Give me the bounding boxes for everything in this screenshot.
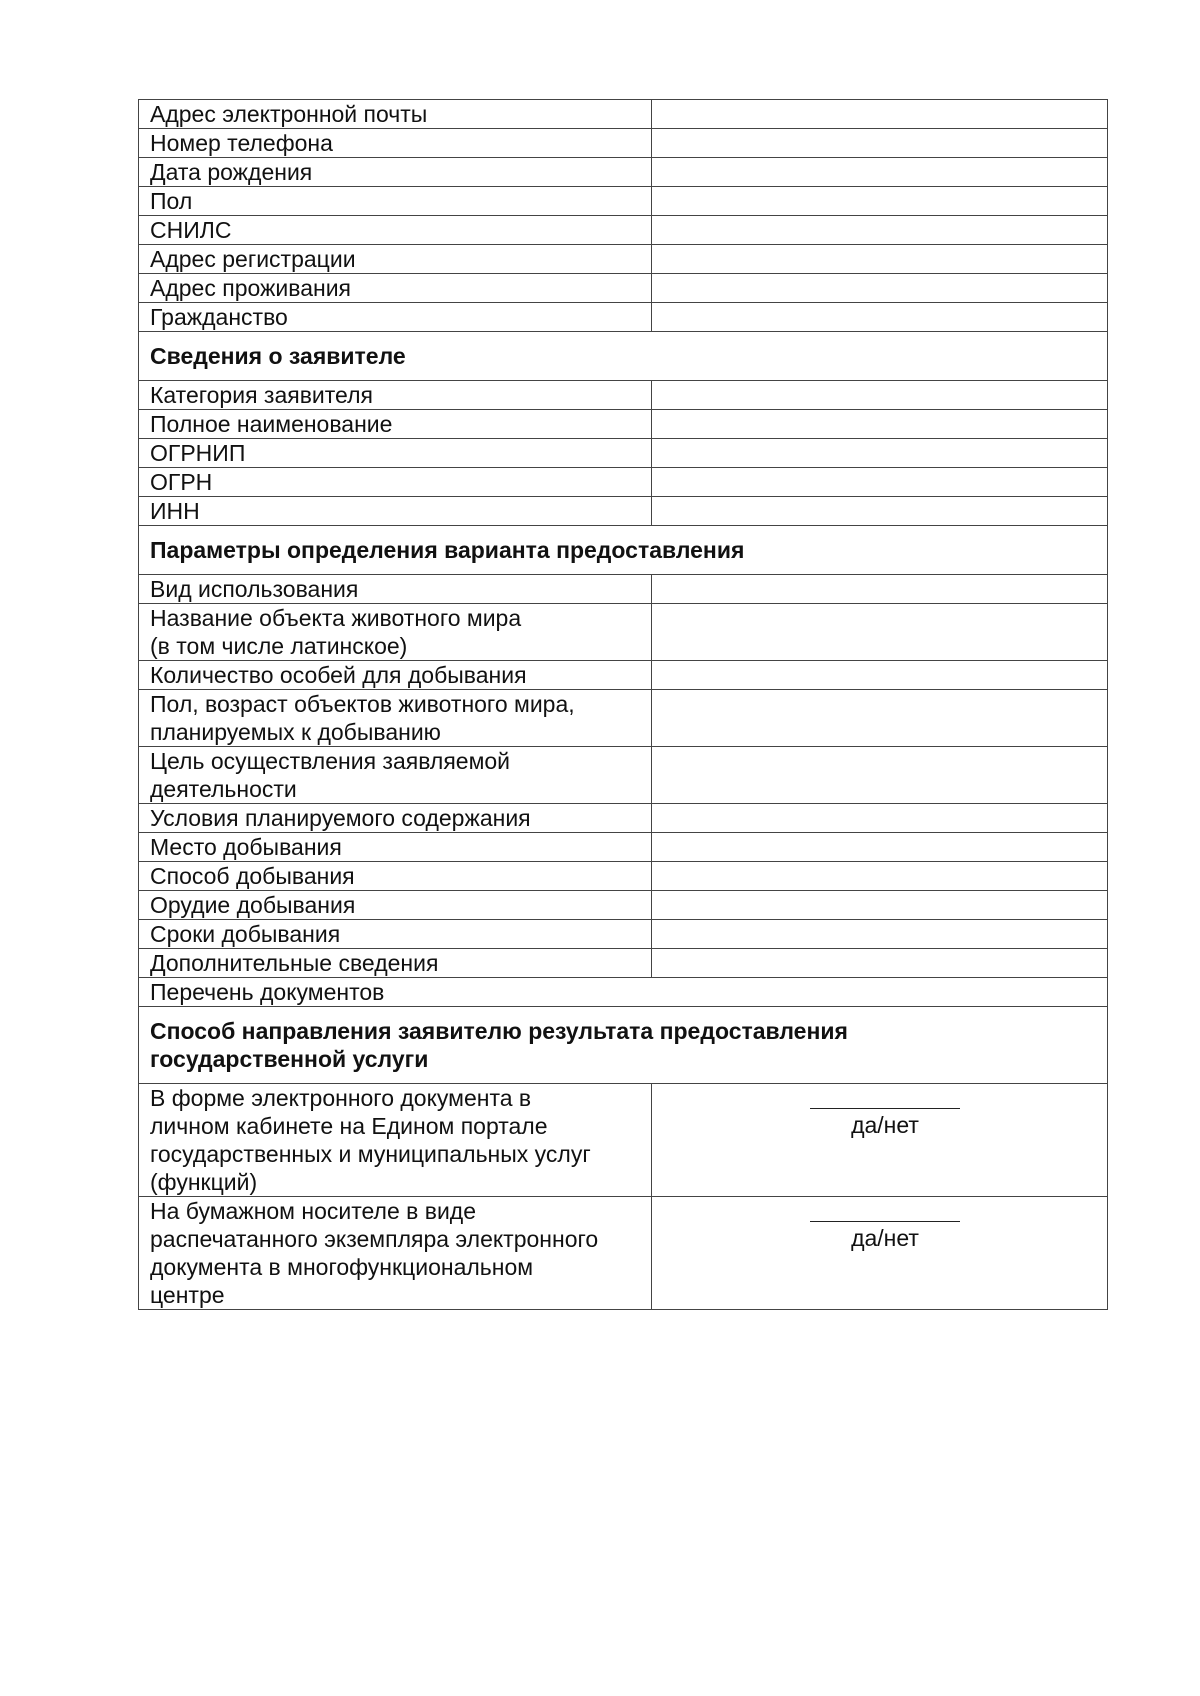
table-row	[139, 804, 1108, 833]
table-row	[139, 497, 1108, 526]
field-label-gender: Пол	[139, 187, 652, 216]
field-label-harvest-period: Сроки добывания	[139, 920, 652, 949]
table-row	[139, 575, 1108, 604]
field-value-snils[interactable]	[652, 216, 1108, 245]
field-label-harvest-tool: Орудие добывания	[139, 891, 652, 920]
field-label-wildlife-name: Название объекта животного мира (в том числе латинское)	[139, 604, 652, 661]
field-label-inn: ИНН	[139, 497, 652, 526]
field-value-phone[interactable]	[652, 129, 1108, 158]
table-row	[139, 949, 1108, 978]
table-row	[139, 245, 1108, 274]
section-row	[139, 1007, 1108, 1084]
field-value-harvest-place[interactable]	[652, 833, 1108, 862]
field-label-documents-list: Перечень документов	[139, 978, 1108, 1007]
field-label-individuals-count: Количество особей для добывания	[139, 661, 652, 690]
table-row	[139, 1197, 1108, 1310]
table-row	[139, 381, 1108, 410]
field-label-electronic-result: В форме электронного документа в личном кабинете на Едином портале государственных и муниципальных услуг (функций)	[139, 1084, 652, 1197]
table-row	[139, 690, 1108, 747]
field-value-harvest-period[interactable]	[652, 920, 1108, 949]
table-row	[139, 439, 1108, 468]
application-form-table	[138, 99, 1108, 1310]
field-value-ogrn[interactable]	[652, 468, 1108, 497]
field-label-birthdate: Дата рождения	[139, 158, 652, 187]
field-label-activity-purpose: Цель осуществления заявляемой деятельности	[139, 747, 652, 804]
field-value-inn[interactable]	[652, 497, 1108, 526]
table-row	[139, 978, 1108, 1007]
table-row	[139, 604, 1108, 661]
table-row	[139, 747, 1108, 804]
table-row	[139, 274, 1108, 303]
table-row	[139, 187, 1108, 216]
table-row	[139, 862, 1108, 891]
blank-line	[810, 1108, 960, 1109]
field-value-ogrnip[interactable]	[652, 439, 1108, 468]
field-label-full-name: Полное наименование	[139, 410, 652, 439]
field-label-email: Адрес электронной почты	[139, 100, 652, 129]
field-value-individuals-count[interactable]	[652, 661, 1108, 690]
choice-cell-paper[interactable]	[652, 1197, 1108, 1310]
field-value-activity-purpose[interactable]	[652, 747, 1108, 804]
table-row	[139, 661, 1108, 690]
table-row	[139, 158, 1108, 187]
table-row	[139, 920, 1108, 949]
blank-line	[810, 1221, 960, 1222]
field-value-email[interactable]	[652, 100, 1108, 129]
field-label-ogrnip: ОГРНИП	[139, 439, 652, 468]
field-value-registration-address[interactable]	[652, 245, 1108, 274]
field-value-gender[interactable]	[652, 187, 1108, 216]
table-row	[139, 468, 1108, 497]
section-row	[139, 526, 1108, 575]
field-value-full-name[interactable]	[652, 410, 1108, 439]
field-label-paper-result: На бумажном носителе в виде распечатанного экземпляра электронного документа в многофункциональном центре	[139, 1197, 652, 1310]
field-label-harvest-method: Способ добывания	[139, 862, 652, 891]
table-row	[139, 833, 1108, 862]
field-label-additional-info: Дополнительные сведения	[139, 949, 652, 978]
yes-no-caption: да/нет	[851, 1112, 919, 1138]
field-label-usage-type: Вид использования	[139, 575, 652, 604]
field-label-harvest-place: Место добывания	[139, 833, 652, 862]
field-label-applicant-category: Категория заявителя	[139, 381, 652, 410]
field-label-snils: СНИЛС	[139, 216, 652, 245]
field-value-citizenship[interactable]	[652, 303, 1108, 332]
table-row	[139, 891, 1108, 920]
field-value-residence-address[interactable]	[652, 274, 1108, 303]
section-heading-applicant: Сведения о заявителе	[139, 332, 1108, 381]
table-row	[139, 410, 1108, 439]
field-value-additional-info[interactable]	[652, 949, 1108, 978]
field-value-wildlife-name[interactable]	[652, 604, 1108, 661]
field-label-sex-age: Пол, возраст объектов животного мира, планируемых к добыванию	[139, 690, 652, 747]
field-value-harvest-tool[interactable]	[652, 891, 1108, 920]
field-value-applicant-category[interactable]	[652, 381, 1108, 410]
field-value-birthdate[interactable]	[652, 158, 1108, 187]
field-value-usage-type[interactable]	[652, 575, 1108, 604]
choice-cell-electronic[interactable]	[652, 1084, 1108, 1197]
field-value-keeping-conditions[interactable]	[652, 804, 1108, 833]
yes-no-caption: да/нет	[851, 1225, 919, 1251]
field-label-citizenship: Гражданство	[139, 303, 652, 332]
field-value-sex-age[interactable]	[652, 690, 1108, 747]
table-row	[139, 303, 1108, 332]
field-label-phone: Номер телефона	[139, 129, 652, 158]
section-heading-params: Параметры определения варианта предоставления	[139, 526, 1108, 575]
section-heading-result: Способ направления заявителю результата предоставления государственной услуги	[139, 1007, 1108, 1084]
field-label-keeping-conditions: Условия планируемого содержания	[139, 804, 652, 833]
table-row	[139, 216, 1108, 245]
table-row	[139, 100, 1108, 129]
field-label-residence-address: Адрес проживания	[139, 274, 652, 303]
table-row	[139, 1084, 1108, 1197]
field-label-registration-address: Адрес регистрации	[139, 245, 652, 274]
table-row	[139, 129, 1108, 158]
field-label-ogrn: ОГРН	[139, 468, 652, 497]
section-row	[139, 332, 1108, 381]
field-value-harvest-method[interactable]	[652, 862, 1108, 891]
